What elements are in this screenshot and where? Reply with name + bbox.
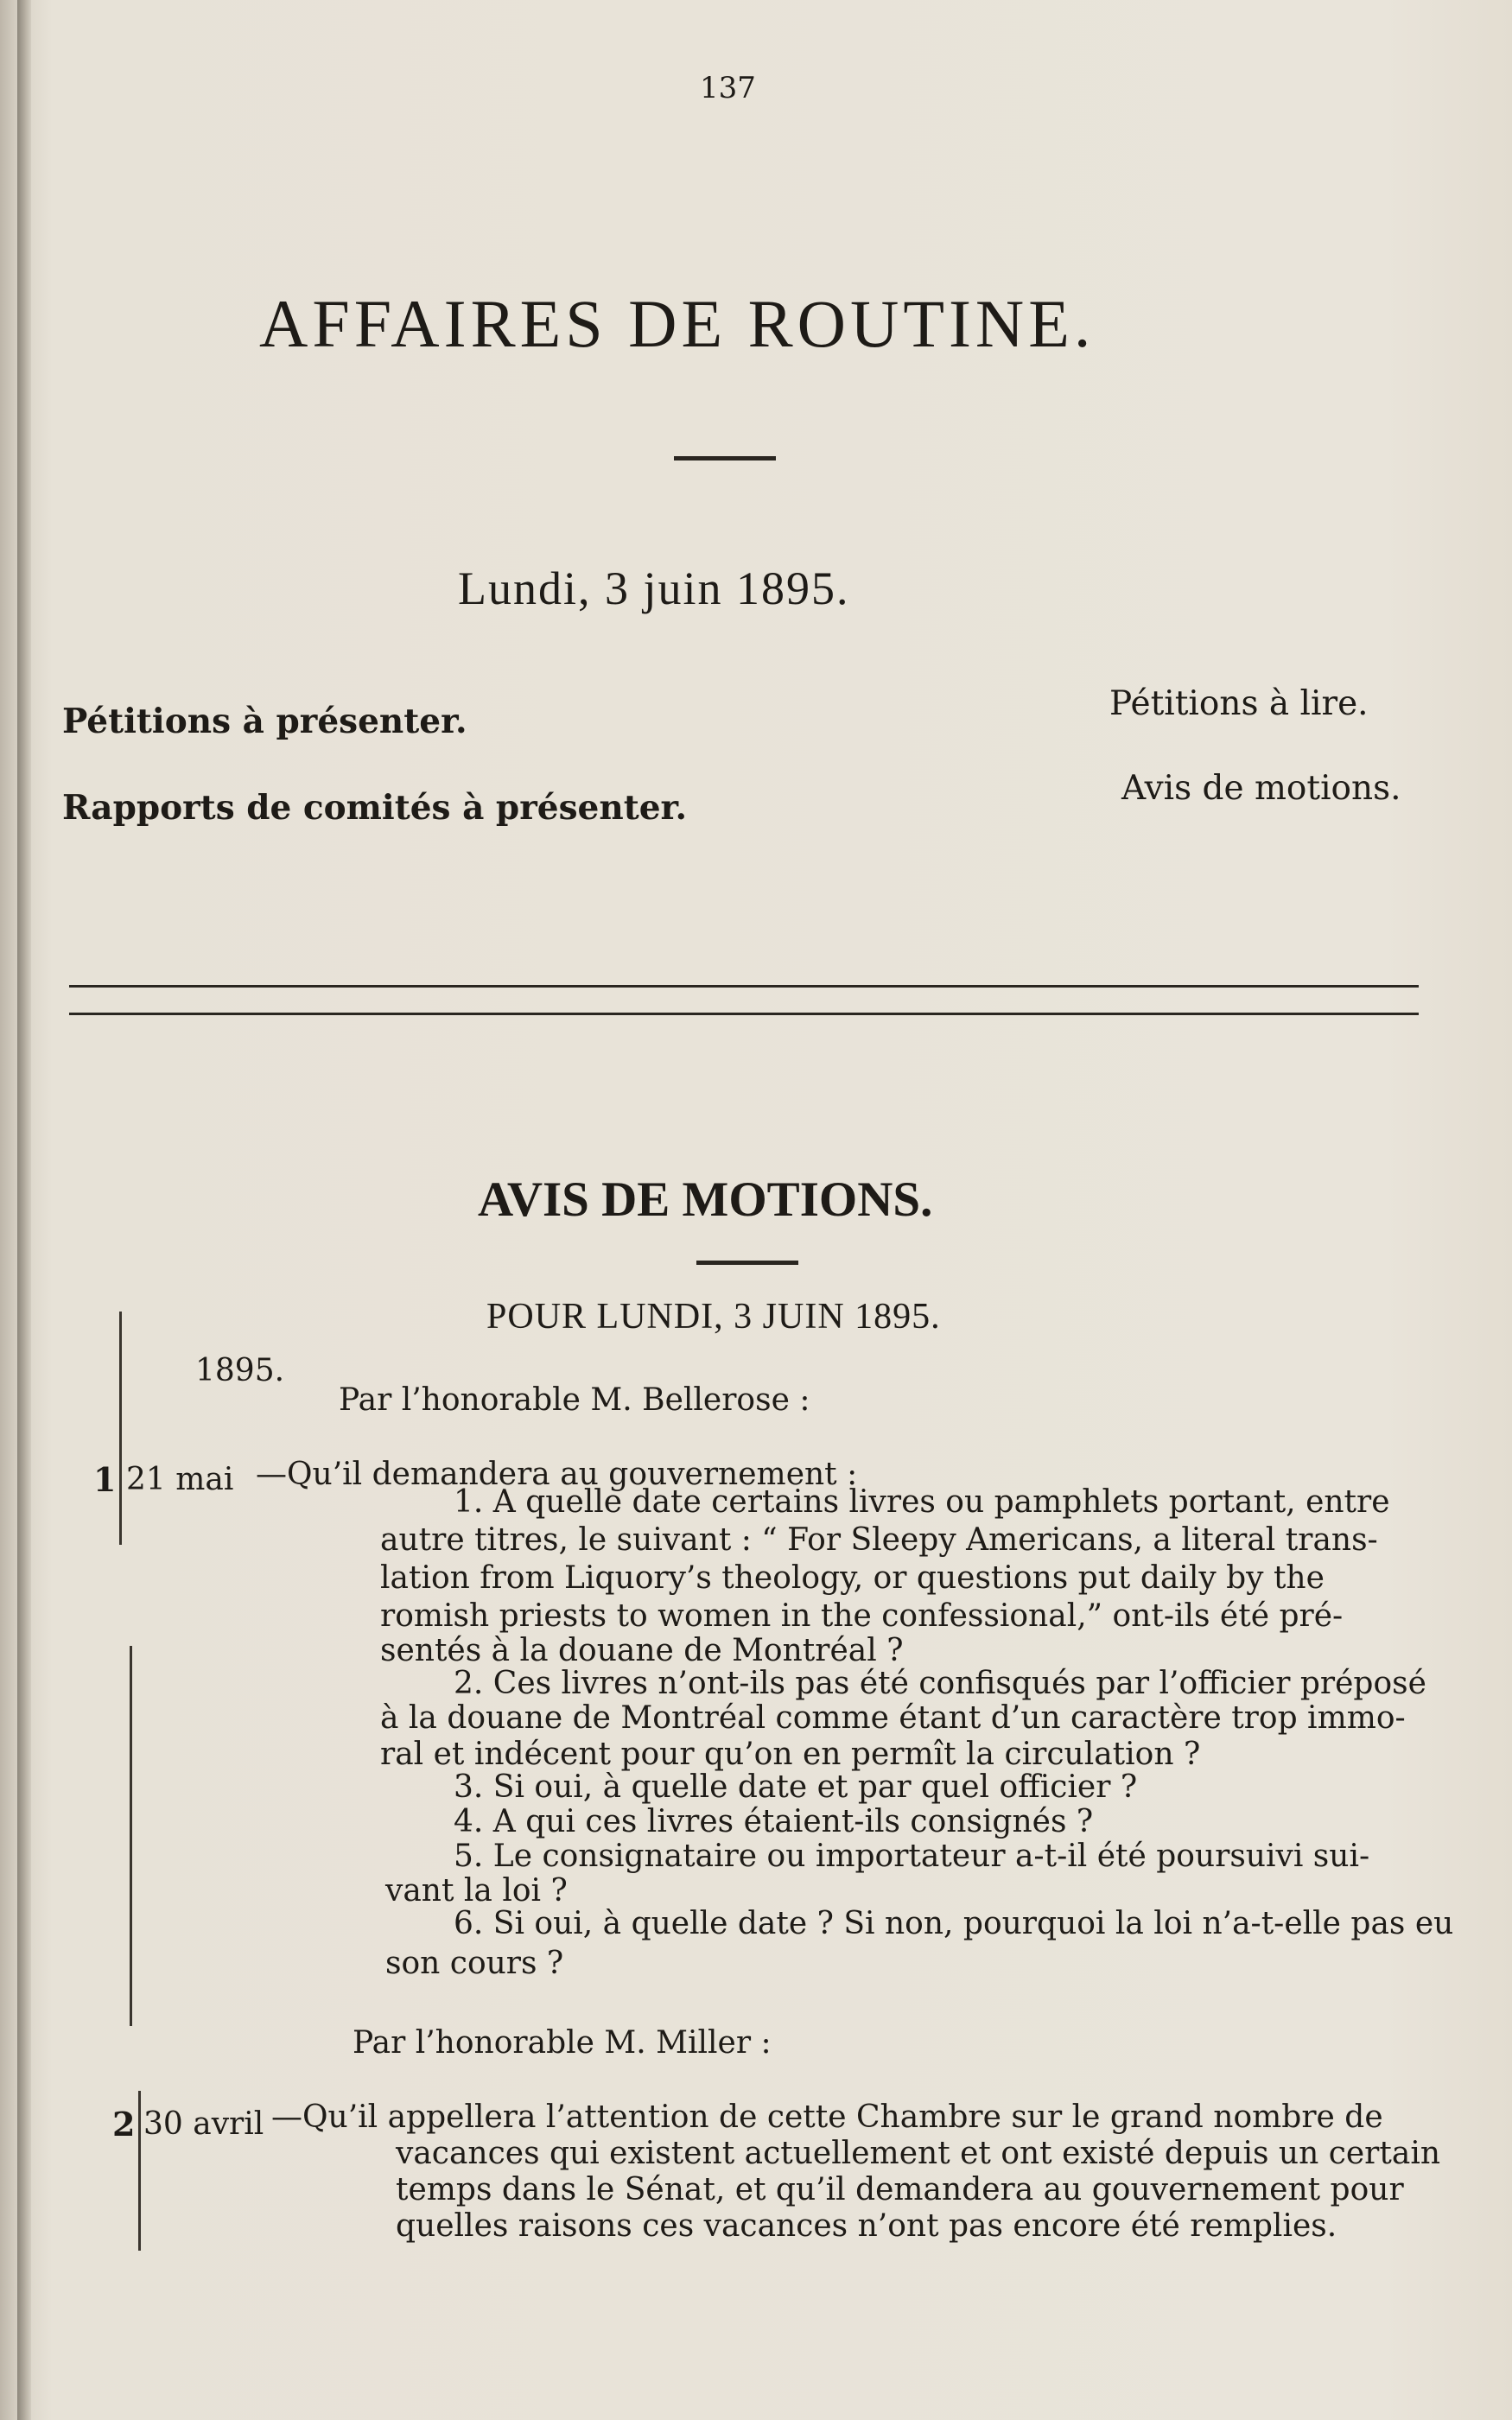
routine-item-petitions-present: Pétitions à présenter. [62, 702, 467, 741]
margin-rule-1 [119, 1312, 122, 1545]
motion1-line: ral et indécent pour qu’on en permît la circulation ? [380, 1737, 1201, 1772]
motion1-date: 21 mai [126, 1462, 234, 1497]
margin-rule-3 [138, 2091, 141, 2251]
page-title: AFFAIRES DE ROUTINE. [259, 286, 1096, 361]
motion1-line: vant la loi ? [385, 1873, 568, 1909]
motion1-line: son cours ? [385, 1946, 564, 1981]
motion2-mover: Par l’honorable M. Miller : [353, 2025, 772, 2061]
book-spine [17, 0, 31, 2420]
title-divider [674, 456, 776, 460]
motion2-line: quelles raisons ces vacances n’ont pas encore été remplies. [396, 2208, 1337, 2244]
routine-item-petitions-read: Pétitions à lire. [1109, 684, 1369, 723]
notices-heading: AVIS DE MOTIONS. [478, 1172, 933, 1227]
motion2-number: 2 [112, 2105, 136, 2144]
motion1-line: romish priests to women in the confessional,” ont-ils été pré- [380, 1598, 1344, 1634]
motion2-date: 30 avril [143, 2106, 264, 2142]
notices-divider [696, 1261, 798, 1265]
motion1-line: à la douane de Montréal comme étant d’un caractère trop immo- [380, 1700, 1406, 1736]
routine-item-notices: Avis de motions. [1121, 769, 1401, 808]
motion1-number: 1 [93, 1460, 117, 1499]
motion1-line: autre titres, le suivant : “ For Sleepy Americans, a literal trans- [380, 1522, 1378, 1558]
motion1-line: 5. Le consignataire ou importateur a-t-il été poursuivi sui- [454, 1839, 1370, 1874]
double-rule-bottom [69, 1013, 1419, 1015]
notices-subheading: POUR LUNDI, 3 JUIN 1895. [486, 1297, 941, 1337]
motion1-line: —Qu’il demandera au gouvernement : [256, 1457, 858, 1492]
motion2-line: —Qu’il appellera l’attention de cette Chambre sur le grand nombre de [271, 2099, 1383, 2135]
motion1-line: 6. Si oui, à quelle date ? Si non, pourquoi la loi n’a-t-elle pas eu [454, 1906, 1454, 1941]
sitting-date: Lundi, 3 juin 1895. [458, 562, 850, 614]
margin-rule-2 [130, 1646, 132, 2026]
motion2-line: vacances qui existent actuellement et ont existé depuis un certain [396, 2136, 1441, 2171]
routine-item-committee-reports: Rapports de comités à présenter. [62, 788, 688, 828]
motion1-line: 2. Ces livres n’ont-ils pas été confisqués par l’officier préposé [454, 1666, 1426, 1701]
motion1-line: sentés à la douane de Montréal ? [380, 1633, 904, 1668]
motion1-line: lation from Liquory’s theology, or questions put daily by the [380, 1560, 1325, 1596]
motion2-line: temps dans le Sénat, et qu’il demandera au gouvernement pour [396, 2172, 1404, 2207]
page-number: 137 [700, 71, 756, 105]
motion1-mover: Par l’honorable M. Bellerose : [339, 1382, 810, 1418]
motion1-line: 1. A quelle date certains livres ou pamphlets portant, entre [454, 1484, 1390, 1520]
motion1-line: 4. A qui ces livres étaient-ils consignés ? [454, 1804, 1094, 1839]
year-label: 1895. [195, 1353, 285, 1388]
double-rule-top [69, 985, 1419, 988]
motion1-line: 3. Si oui, à quelle date et par quel officier ? [454, 1769, 1138, 1805]
